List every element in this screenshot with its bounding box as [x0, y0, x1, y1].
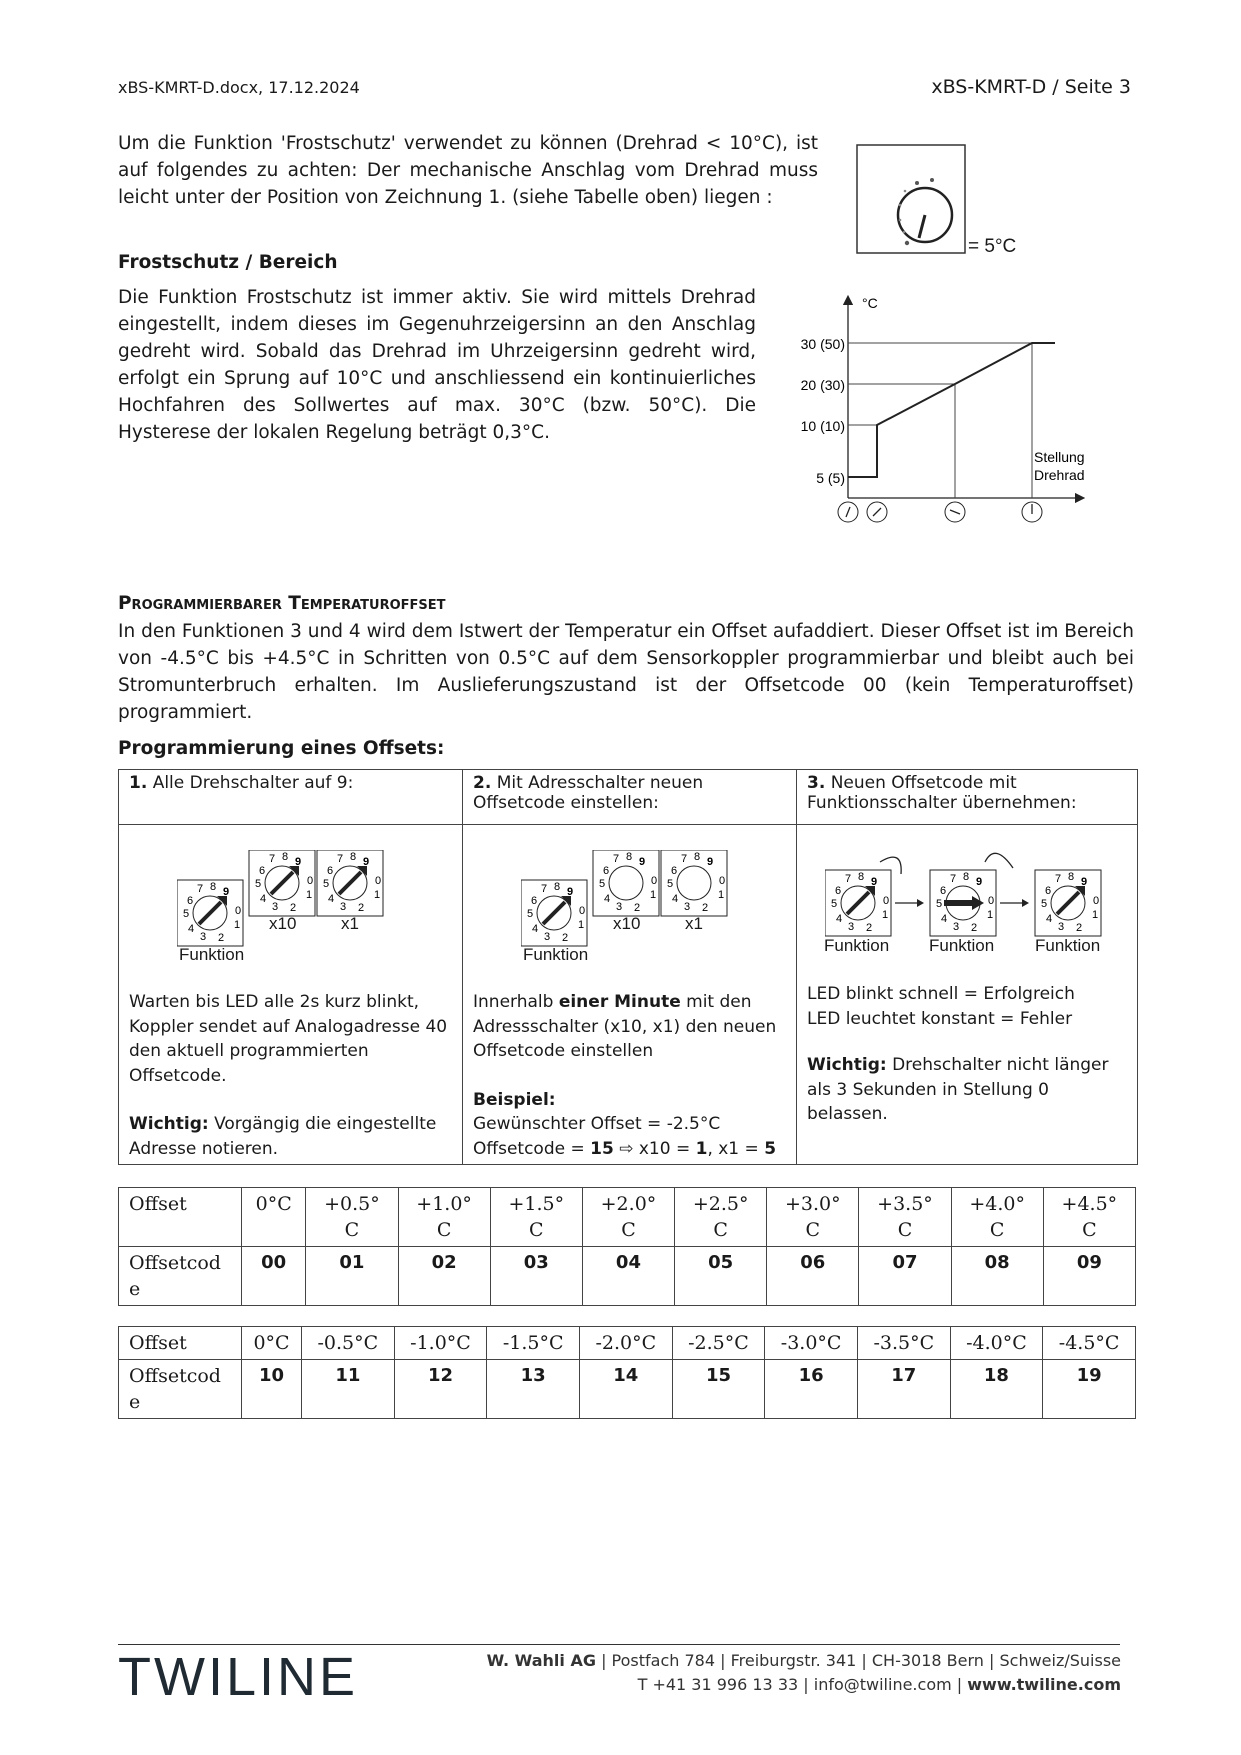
table-cell: -1.5°C — [487, 1327, 580, 1360]
graph-xlabel-2: Drehrad — [1034, 467, 1085, 483]
dial-digit: 4 — [328, 893, 335, 905]
dial-digit: 6 — [187, 895, 194, 907]
table-cell: 0°C — [242, 1327, 302, 1360]
dial-digit: 8 — [694, 851, 701, 863]
dial-digit: 6 — [1045, 885, 1052, 897]
dial-digit: 4 — [604, 893, 611, 905]
dial-digit: 0 — [1093, 895, 1100, 907]
table-cell: +1.5° C — [490, 1188, 582, 1247]
table-cell: 17 — [857, 1360, 950, 1419]
frost-heading: Frostschutz / Bereich — [118, 252, 338, 273]
switch-funktion-9 — [825, 870, 891, 936]
programming-steps-table — [118, 769, 1138, 1165]
frost-text: Die Funktion Frostschutz ist immer aktiv. Sie wird mittels Drehrad eingestellt, indem dieses im Gegenuhrzeigersinn an den Anschlag gedreht wird. Sobald das Drehrad im Uhrzeigersinn gedreht wird, erfolgt ein Sprung auf 10°C und anschliessend ein kontinuierliches Hochfahren des Sollwertes auf max. 30°C (bzw. 50°C). Die Hysterese der lokalen Regelung beträgt 0,3°C. — [118, 287, 756, 443]
switch-funktion-0 — [930, 870, 996, 936]
table-cell: 05 — [675, 1247, 767, 1306]
step3-label-funktion-1: Funktion — [824, 936, 890, 955]
dial-digit: 2 — [358, 902, 365, 914]
dial-digit: 1 — [882, 909, 889, 921]
dial-digit: 0 — [375, 875, 382, 887]
row-label: Offset — [119, 1327, 242, 1360]
step2-example-code: Offsetcode = 15 ⇨ x10 = 1, x1 = 5 — [473, 1138, 777, 1159]
row-label: Offset — [119, 1188, 242, 1247]
dial-digit: 7 — [197, 883, 204, 895]
dial-digit: 9 — [976, 876, 983, 888]
dial-digit: 2 — [562, 932, 569, 944]
rotate-back-arrow-icon — [985, 853, 1013, 868]
table-cell: -4.5°C — [1043, 1327, 1136, 1360]
dial-digit: 6 — [835, 885, 842, 897]
step1-important: Wichtig: Vorgängig die eingestellte Adresse notieren. — [129, 1114, 437, 1159]
graph-tick-20: 20 (30) — [800, 377, 845, 393]
intro-text: Um die Funktion 'Frostschutz' verwendet zu können (Drehrad < 10°C), ist auf folgendes zu achten: Der mechanische Anschlag vom Drehrad muss leicht unter der Position von Zeichnung 1. (siehe Tabelle oben) liegen : — [118, 133, 818, 208]
dial-digit: 1 — [306, 889, 313, 901]
switch-funktion — [521, 880, 587, 946]
table-cell: +4.0° C — [951, 1188, 1043, 1247]
dial-digit: 1 — [374, 889, 381, 901]
table-cell: 04 — [582, 1247, 674, 1306]
step3-success: LED blinkt schnell = Erfolgreich — [807, 984, 1075, 1004]
switch-funktion-9-final — [1035, 870, 1101, 936]
programming-heading: Programmierung eines Offsets: — [118, 738, 445, 759]
switch-x10 — [249, 850, 315, 916]
dial-digit: 9 — [707, 856, 714, 868]
dial-digit: 7 — [337, 853, 344, 865]
step3-error: LED leuchtet konstant = Fehler — [807, 1008, 1073, 1029]
table-cell: 11 — [302, 1360, 395, 1419]
step2-label-x10: x10 — [613, 914, 641, 933]
dial-digit: 8 — [858, 871, 865, 883]
dial-digit: 3 — [953, 921, 960, 933]
dial-digit: 8 — [210, 881, 217, 893]
twiline-logo: TWILINE — [118, 1647, 359, 1707]
dial-digit: 1 — [650, 889, 657, 901]
step3-label-funktion-2: Funktion — [929, 936, 995, 955]
table-cell: +3.0° C — [767, 1188, 859, 1247]
dial-digit: 4 — [1046, 913, 1053, 925]
dial-digit: 8 — [626, 851, 633, 863]
dial-digit: 6 — [327, 865, 334, 877]
dial-digit: 1 — [987, 909, 994, 921]
dial-digit: 1 — [718, 889, 725, 901]
table-row — [119, 1360, 1136, 1419]
dial-digit: 2 — [218, 932, 225, 944]
step2-label-x1: x1 — [685, 914, 703, 933]
table-cell: +1.0° C — [398, 1188, 490, 1247]
table-cell: 12 — [394, 1360, 487, 1419]
step1-label-x10: x10 — [269, 914, 297, 933]
dial-value-label: = 5°C — [968, 236, 1017, 257]
dial-digit: 3 — [272, 901, 279, 913]
dial-digit: 3 — [1058, 921, 1065, 933]
dial-digit: 9 — [223, 886, 230, 898]
graph-unit: °C — [862, 295, 878, 311]
dial-digit: 8 — [554, 881, 561, 893]
dial-digit: 5 — [527, 908, 534, 920]
dial-digit: 5 — [667, 878, 674, 890]
step1-body: Warten bis LED alle 2s kurz blinkt, Koppler sendet auf Analogadresse 40 den aktuell programmierten Offsetcode. — [129, 992, 448, 1086]
header-doc-name: xBS-KMRT-D.docx, 17.12.2024 — [118, 78, 360, 97]
website-link[interactable]: www.twiline.com — [967, 1675, 1121, 1694]
step2-cell — [463, 825, 797, 1165]
dial-digit: 8 — [282, 851, 289, 863]
dial-digit: 4 — [941, 913, 948, 925]
dial-digit: 0 — [307, 875, 314, 887]
dial-digit: 9 — [639, 856, 646, 868]
step3-title: 3. Neuen Offsetcode mit Funktionsschalter übernehmen: — [797, 770, 1138, 825]
table-cell: 03 — [490, 1247, 582, 1306]
table-cell: 0°C — [242, 1188, 306, 1247]
dial-digit: 7 — [950, 873, 957, 885]
table-cell: +2.5° C — [675, 1188, 767, 1247]
dial-digit: 7 — [613, 853, 620, 865]
dial-digit: 7 — [1055, 873, 1062, 885]
table-cell: 13 — [487, 1360, 580, 1419]
step3-switches — [825, 840, 1125, 950]
dial-digit: 9 — [567, 886, 574, 898]
dial-digit: 5 — [936, 898, 943, 910]
table-cell: -3.0°C — [765, 1327, 858, 1360]
step1-label-x1: x1 — [341, 914, 359, 933]
switch-x1 — [317, 850, 383, 916]
switch-x10 — [593, 850, 659, 916]
step1-switches — [177, 850, 397, 960]
table-cell: 19 — [1043, 1360, 1136, 1419]
dial-digit: 5 — [1041, 898, 1048, 910]
dial-digit: 2 — [971, 922, 978, 934]
step3-label-funktion-3: Funktion — [1035, 936, 1101, 955]
dial-digit: 2 — [634, 902, 641, 914]
dial-digit: 7 — [681, 853, 688, 865]
step1-cell — [119, 825, 463, 1165]
dial-digit: 5 — [255, 878, 262, 890]
table-cell: 15 — [672, 1360, 765, 1419]
step1-title: 1. Alle Drehschalter auf 9: — [119, 770, 463, 825]
dial-digit: 6 — [671, 865, 678, 877]
table-cell: 10 — [242, 1360, 302, 1419]
table-cell: -1.0°C — [394, 1327, 487, 1360]
table-cell: 16 — [765, 1360, 858, 1419]
table-cell: 18 — [950, 1360, 1043, 1419]
dial-digit: 9 — [871, 876, 878, 888]
step2-switches — [521, 850, 741, 960]
graph-tick-10: 10 (10) — [800, 418, 845, 434]
dial-digit: 7 — [269, 853, 276, 865]
switch-x1 — [661, 850, 727, 916]
footer-contact: T +41 31 996 13 33 | info@twiline.com | www.twiline.com — [637, 1675, 1121, 1694]
offset-table-positive — [118, 1187, 1136, 1306]
dial-digit: 4 — [260, 893, 267, 905]
row-label: Offsetcod e — [119, 1247, 242, 1306]
dial-digit: 0 — [883, 895, 890, 907]
dial-digit: 4 — [672, 893, 679, 905]
step2-example-heading: Beispiel: — [473, 1089, 556, 1110]
table-cell: 00 — [242, 1247, 306, 1306]
dial-digit: 3 — [200, 931, 207, 943]
table-cell: +3.5° C — [859, 1188, 951, 1247]
dial-digit: 8 — [1068, 871, 1075, 883]
table-cell: -0.5°C — [302, 1327, 395, 1360]
step2-example-offset: Gewünschter Offset = -2.5°C — [473, 1114, 721, 1134]
footer-rule — [118, 1644, 1120, 1645]
step2-label-funktion: Funktion — [523, 945, 589, 964]
row-label: Offsetcod e — [119, 1360, 242, 1419]
table-cell: 08 — [951, 1247, 1043, 1306]
step3-important: Wichtig: Drehschalter nicht länger als 3 Sekunden in Stellung 0 belassen. — [807, 1055, 1109, 1124]
dial-digit: 0 — [579, 905, 586, 917]
table-cell: +2.0° C — [582, 1188, 674, 1247]
dial-digit: 3 — [616, 901, 623, 913]
dial-digit: 7 — [845, 873, 852, 885]
dial-digit: 9 — [295, 856, 302, 868]
dial-digit: 6 — [531, 895, 538, 907]
dial-digit: 3 — [340, 901, 347, 913]
dial-digit: 9 — [1081, 876, 1088, 888]
switch-funktion — [177, 880, 243, 946]
table-cell: 01 — [306, 1247, 398, 1306]
dial-digit: 5 — [323, 878, 330, 890]
dial-digit: 1 — [1092, 909, 1099, 921]
table-cell: +0.5° C — [306, 1188, 398, 1247]
setpoint-graph — [780, 290, 1100, 530]
step2-body: Innerhalb einer Minute mit den Adressschalter (x10, x1) den neuen Offsetcode einstellen — [473, 992, 777, 1061]
dial-digit: 4 — [188, 923, 195, 935]
dial-digit: 6 — [603, 865, 610, 877]
dial-digit: 8 — [350, 851, 357, 863]
dial-digit: 1 — [578, 919, 585, 931]
table-row — [119, 1188, 1136, 1247]
dial-digit: 3 — [848, 921, 855, 933]
dial-digit: 2 — [866, 922, 873, 934]
step2-title: 2. Mit Adresschalter neuen Offsetcode einstellen: — [463, 770, 797, 825]
table-cell: 14 — [579, 1360, 672, 1419]
graph-xlabel-1: Stellung — [1034, 449, 1085, 465]
dial-digit: 9 — [363, 856, 370, 868]
dial-digit: 0 — [988, 895, 995, 907]
dial-digit: 5 — [599, 878, 606, 890]
dial-digit: 1 — [234, 919, 241, 931]
dial-digit: 0 — [235, 905, 242, 917]
table-cell: 07 — [859, 1247, 951, 1306]
table-cell: 06 — [767, 1247, 859, 1306]
header-page: xBS-KMRT-D / Seite 3 — [931, 76, 1131, 98]
table-cell: +4.5° C — [1043, 1188, 1135, 1247]
dial-digit: 0 — [719, 875, 726, 887]
dial-digit: 5 — [183, 908, 190, 920]
table-row — [119, 1247, 1136, 1306]
dial-digit: 4 — [532, 923, 539, 935]
graph-tick-5: 5 (5) — [816, 470, 845, 486]
dial-digit: 2 — [1076, 922, 1083, 934]
footer-address: W. Wahli AG | Postfach 784 | Freiburgstr. 341 | CH-3018 Bern | Schweiz/Suisse — [486, 1651, 1121, 1670]
dial-digit: 6 — [940, 885, 947, 897]
offset-text: In den Funktionen 3 und 4 wird dem Istwert der Temperatur ein Offset aufaddiert. Dieser Offset ist im Bereich von -4.5°C bis +4.5°C in Schritten von 0.5°C auf dem Sensorkoppler programmierbar und bleibt auch bei Stromunterbruch erhalten. Im Auslieferungszustand ist der Offsetcode 00 (kein Temperaturoffset) programmiert. — [118, 621, 1134, 723]
step1-label-funktion: Funktion — [179, 945, 245, 964]
dial-digit: 5 — [831, 898, 838, 910]
step3-cell — [797, 825, 1138, 1165]
dial-digit: 4 — [836, 913, 843, 925]
offset-table-negative — [118, 1326, 1136, 1419]
table-cell: -4.0°C — [950, 1327, 1043, 1360]
table-cell: -3.5°C — [857, 1327, 950, 1360]
table-row — [119, 1327, 1136, 1360]
dial-digit: 0 — [651, 875, 658, 887]
offset-heading: Programmierbarer Temperaturoffset — [118, 593, 446, 614]
dial-digit: 2 — [290, 902, 297, 914]
graph-tick-30: 30 (50) — [800, 336, 845, 352]
table-cell: -2.0°C — [579, 1327, 672, 1360]
dial-digit: 3 — [544, 931, 551, 943]
table-cell: -2.5°C — [672, 1327, 765, 1360]
dial-digit: 7 — [541, 883, 548, 895]
dial-digit: 8 — [963, 871, 970, 883]
dial-digit: 3 — [684, 901, 691, 913]
table-cell: 09 — [1043, 1247, 1135, 1306]
dial-digit: 2 — [702, 902, 709, 914]
table-cell: 02 — [398, 1247, 490, 1306]
dial-digit: 6 — [259, 865, 266, 877]
